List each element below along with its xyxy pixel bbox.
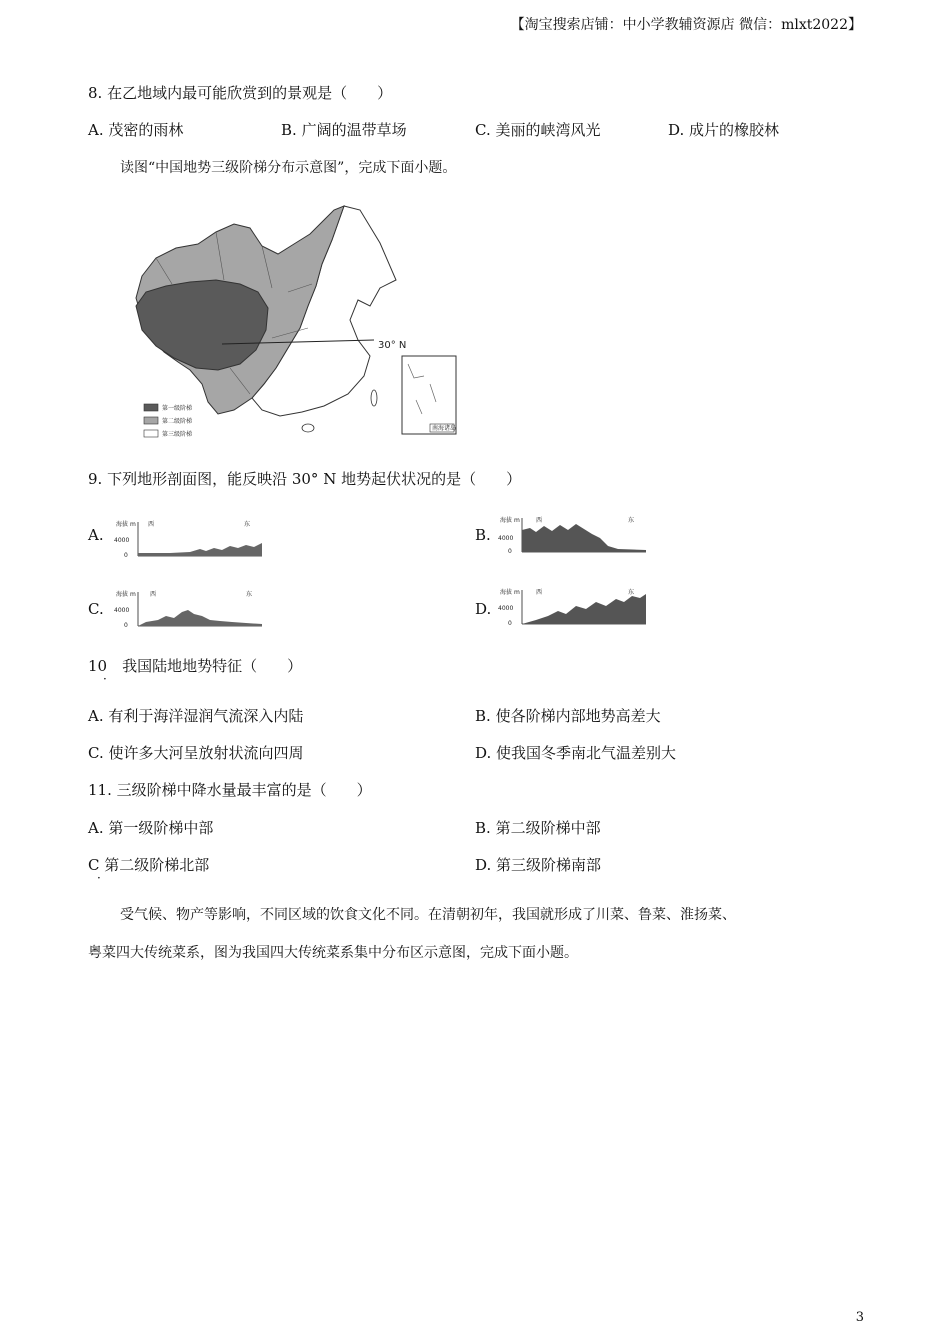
- profile-a: [110, 516, 270, 560]
- profile-axis-unit: m: [130, 591, 136, 598]
- profile-axis-title: 海拔: [116, 591, 129, 598]
- option-text: 第二级阶梯北部: [104, 856, 210, 874]
- profile-east: 东: [628, 517, 635, 524]
- profile-west: 西: [536, 517, 543, 524]
- profile-tick-high: 4000: [498, 535, 514, 542]
- profile-tick-high: 4000: [114, 537, 130, 544]
- q11-stem: 11. 三级阶梯中降水量最丰富的是（ ）: [88, 781, 372, 799]
- profile-axis-unit: m: [514, 517, 520, 524]
- option-text: 第二级阶梯中部: [495, 819, 601, 837]
- option-letter: A.: [88, 707, 104, 725]
- profile-axis-title: 海拔: [500, 589, 513, 596]
- intro-cuisine-line1: 受气候、物产等影响，不同区域的饮食文化不同。在清朝初年，我国就形成了川菜、鲁菜、淮扬菜、: [120, 907, 736, 923]
- q9-option-c[interactable]: C.: [88, 600, 104, 618]
- profile-b-terrain: [522, 524, 646, 552]
- q11-option-b[interactable]: [475, 817, 601, 838]
- q11-option-a[interactable]: [88, 817, 213, 838]
- page-header: 【淘宝搜索店铺：中小学教辅资源店 微信：mlxt2022】: [510, 17, 862, 33]
- q11-option-d[interactable]: [475, 854, 601, 875]
- option-text: 第一级阶梯中部: [108, 819, 214, 837]
- q10-stem: 10 我国陆地地势特征（ ）: [88, 657, 303, 675]
- profile-axis-unit: m: [514, 589, 520, 596]
- q8-option-d[interactable]: [668, 119, 779, 140]
- inset-label: 南海诸岛: [432, 425, 457, 432]
- q9-stem: 9. 下列地形剖面图，能反映沿 30° N 地势起伏状况的是（ ）: [88, 470, 522, 488]
- map-inset-box: [402, 356, 456, 434]
- profile-tick-high: 4000: [498, 605, 514, 612]
- profile-d: [496, 584, 656, 628]
- q8-option-a[interactable]: [88, 119, 183, 140]
- q9-option-d[interactable]: D.: [475, 600, 492, 618]
- option-text: 茂密的雨林: [108, 121, 184, 139]
- legend-step1: 第一级阶梯: [162, 405, 193, 412]
- option-letter: D.: [475, 744, 492, 762]
- q10-option-d[interactable]: [475, 742, 676, 763]
- option-letter: D.: [475, 856, 492, 874]
- profile-c: [110, 586, 270, 630]
- terrain-steps-map: [112, 188, 472, 443]
- q10-option-c[interactable]: [88, 742, 304, 763]
- option-letter: B.: [281, 121, 297, 139]
- profile-a-terrain: [138, 543, 262, 556]
- map-step1-region: [136, 280, 268, 370]
- profile-axis-title: 海拔: [500, 517, 513, 524]
- option-text: 有利于海洋湿润气流深入内陆: [108, 707, 304, 725]
- legend-step3: 第三级阶梯: [162, 431, 193, 438]
- profile-west: 西: [150, 591, 157, 598]
- option-letter: D.: [668, 121, 685, 139]
- option-text: 美丽的峡湾风光: [495, 121, 601, 139]
- stray-dot: ·: [97, 871, 101, 885]
- profile-east: 东: [628, 589, 635, 596]
- profile-tick-low: 0: [508, 620, 512, 627]
- q11-option-c[interactable]: [88, 854, 209, 875]
- q9-option-b[interactable]: B.: [475, 526, 491, 544]
- option-text: 使各阶梯内部地势高差大: [495, 707, 661, 725]
- profile-tick-low: 0: [124, 622, 128, 629]
- option-letter: C: [88, 856, 100, 874]
- profile-b: [496, 512, 656, 556]
- option-letter: A.: [88, 819, 104, 837]
- profile-axis-unit: m: [130, 521, 136, 528]
- profile-east: 东: [246, 591, 253, 598]
- profile-d-terrain: [522, 594, 646, 624]
- option-text: 使许多大河呈放射状流向四周: [108, 744, 304, 762]
- q8-option-b[interactable]: [281, 119, 407, 140]
- q9-option-a[interactable]: A.: [88, 526, 104, 544]
- map-hainan: [302, 424, 314, 432]
- intro-map: 读图“中国地势三级阶梯分布示意图”，完成下面小题。: [120, 160, 457, 176]
- page-number: 3: [855, 1310, 864, 1325]
- latitude-label: 30° N: [378, 340, 407, 351]
- profile-tick-low: 0: [124, 552, 128, 559]
- option-letter: B.: [475, 707, 491, 725]
- q10-option-b[interactable]: [475, 705, 661, 726]
- q8-stem: 8. 在乙地域内最可能欣赏到的景观是（ ）: [88, 84, 393, 102]
- option-letter: C.: [475, 121, 491, 139]
- profile-east: 东: [244, 521, 251, 528]
- option-text: 使我国冬季南北气温差别大: [496, 744, 677, 762]
- option-letter: C.: [88, 744, 104, 762]
- q10-option-a[interactable]: [88, 705, 303, 726]
- option-letter: B.: [475, 819, 491, 837]
- profile-tick-low: 0: [508, 548, 512, 555]
- profile-west: 西: [148, 521, 155, 528]
- stray-dot: ·: [103, 672, 107, 686]
- intro-cuisine-line2: 粤菜四大传统菜系，图为我国四大传统菜系集中分布区示意图，完成下面小题。: [88, 945, 578, 961]
- option-text: 广阔的温带草场: [301, 121, 407, 139]
- profile-c-terrain: [138, 610, 262, 626]
- q8-option-c[interactable]: [475, 119, 601, 140]
- profile-tick-high: 4000: [114, 607, 130, 614]
- map-taiwan: [371, 390, 377, 406]
- option-text: 第三级阶梯南部: [496, 856, 602, 874]
- profile-axis-title: 海拔: [116, 521, 129, 528]
- legend-step2: 第二级阶梯: [162, 418, 193, 425]
- profile-west: 西: [536, 589, 543, 596]
- option-text: 成片的橡胶林: [689, 121, 780, 139]
- option-letter: A.: [88, 121, 104, 139]
